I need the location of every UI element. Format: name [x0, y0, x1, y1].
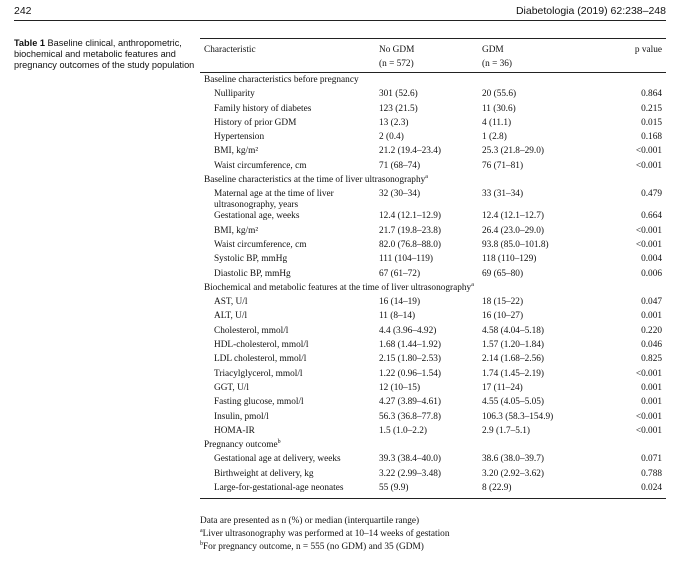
table-row [200, 187, 666, 209]
row-characteristic: BMI, kg/m² [214, 146, 259, 157]
row-no-gdm-value: 32 (30–34) [379, 189, 421, 200]
header-rule [14, 20, 666, 21]
row-no-gdm-value: 11 (8–14) [379, 311, 416, 322]
table-notes [200, 515, 449, 554]
section-title: Baseline characteristics at the time of liver ultrasonography [204, 175, 426, 186]
row-gdm-value: 26.4 (23.0–29.0) [482, 225, 544, 236]
row-characteristic: Nulliparity [214, 89, 255, 100]
table-row [200, 424, 666, 438]
table-row [200, 295, 666, 309]
row-characteristic: Diastolic BP, mmHg [214, 268, 291, 279]
table-row [200, 452, 666, 466]
header-no-gdm-n: (n = 572) [379, 59, 414, 69]
row-characteristic: HOMA-IR [214, 425, 255, 436]
row-characteristic: Birthweight at delivery, kg [214, 468, 314, 479]
row-no-gdm-value: 301 (52.6) [379, 89, 418, 100]
row-gdm-value: 38.6 (38.0–39.7) [482, 454, 544, 465]
row-p-value: 0.664 [641, 211, 662, 222]
journal-reference: Diabetologia (2019) 62:238–248 [515, 5, 666, 17]
table-row [200, 159, 666, 173]
row-gdm-value: 4.55 (4.05–5.05) [482, 397, 544, 408]
row-characteristic: Triacylglycerol, mmol/l [214, 368, 303, 379]
row-no-gdm-value: 1.22 (0.96–1.54) [379, 368, 441, 379]
row-p-value: 0.825 [641, 354, 662, 365]
row-no-gdm-value: 21.7 (19.8–23.8) [379, 225, 441, 236]
row-no-gdm-value: 82.0 (76.8–88.0) [379, 239, 441, 250]
header-characteristic: Characteristic [204, 45, 256, 55]
table-row [200, 87, 666, 101]
row-no-gdm-value: 39.3 (38.4–40.0) [379, 454, 441, 465]
data-table [200, 38, 666, 499]
row-characteristic: Cholesterol, mmol/l [214, 325, 289, 336]
row-gdm-value: 25.3 (21.8–29.0) [482, 146, 544, 157]
row-p-value: 0.788 [641, 468, 662, 479]
row-no-gdm-value: 12 (10–15) [379, 382, 421, 393]
row-no-gdm-value: 55 (9.9) [379, 483, 409, 494]
row-no-gdm-value: 4.27 (3.89–4.61) [379, 397, 441, 408]
row-gdm-value: 2.14 (1.68–2.56) [482, 354, 544, 365]
row-p-value: 0.046 [641, 340, 662, 351]
table-row [200, 224, 666, 238]
row-gdm-value: 4.58 (4.04–5.18) [482, 325, 544, 336]
table-row [200, 102, 666, 116]
section-row [200, 73, 666, 87]
row-no-gdm-value: 21.2 (19.4–23.4) [379, 146, 441, 157]
row-p-value: <0.001 [635, 225, 662, 236]
table-row [200, 324, 666, 338]
row-p-value: 0.864 [641, 89, 662, 100]
row-characteristic: Hypertension [214, 132, 265, 143]
row-characteristic: History of prior GDM [214, 117, 297, 128]
row-gdm-value: 1.57 (1.20–1.84) [482, 340, 544, 351]
table-row [200, 381, 666, 395]
row-characteristic: AST, U/l [214, 297, 248, 308]
row-characteristic: Gestational age at delivery, weeks [214, 454, 341, 465]
table-body [200, 73, 666, 495]
section-title: Baseline characteristics before pregnancy [204, 75, 359, 85]
table-row [200, 367, 666, 381]
table-bottom-rule [200, 498, 666, 499]
row-characteristic: Family history of diabetes [214, 103, 312, 114]
row-gdm-value: 20 (55.6) [482, 89, 517, 100]
row-characteristic: Large-for-gestational-age neonates [214, 483, 344, 494]
row-p-value: 0.215 [641, 103, 662, 114]
row-p-value: 0.220 [641, 325, 662, 336]
row-gdm-value: 69 (65–80) [482, 268, 524, 279]
section-row [200, 173, 666, 187]
table-row [200, 238, 666, 252]
header-no-gdm: No GDM [379, 45, 415, 55]
section-row [200, 438, 666, 452]
table-row [200, 309, 666, 323]
row-gdm-value: 76 (71–81) [482, 160, 524, 171]
row-gdm-value: 1.74 (1.45–2.19) [482, 368, 544, 379]
note-a-mark: a [200, 527, 203, 534]
row-gdm-value: 33 (31–34) [482, 189, 524, 200]
row-characteristic: ALT, U/l [214, 311, 248, 322]
table-row [200, 130, 666, 144]
table-row [200, 252, 666, 266]
header-gdm: GDM [482, 45, 504, 55]
row-no-gdm-value: 1.68 (1.44–1.92) [379, 340, 441, 351]
row-p-value: 0.004 [641, 254, 662, 265]
row-gdm-value: 8 (22.9) [482, 483, 512, 494]
table-row [200, 209, 666, 223]
row-p-value: <0.001 [635, 411, 662, 422]
section-title-wrap [204, 173, 428, 187]
note-a-text: Liver ultrasonography was performed at 10–14 weeks of gestation [202, 529, 450, 539]
row-p-value: <0.001 [635, 239, 662, 250]
row-p-value: 0.071 [641, 454, 662, 465]
row-characteristic: Systolic BP, mmHg [214, 254, 288, 265]
table-row [200, 338, 666, 352]
table-label: Table 1 [14, 38, 45, 48]
row-gdm-value: 4 (11.1) [482, 117, 512, 128]
row-gdm-value: 3.20 (2.92–3.62) [482, 468, 544, 479]
row-gdm-value: 17 (11–24) [482, 382, 523, 393]
row-no-gdm-value: 3.22 (2.99–3.48) [379, 468, 441, 479]
row-p-value: 0.047 [641, 297, 662, 308]
row-characteristic: HDL-cholesterol, mmol/l [214, 340, 309, 351]
row-characteristic: Gestational age, weeks [214, 211, 300, 222]
section-row [200, 281, 666, 295]
row-characteristic: GGT, U/l [214, 382, 249, 393]
row-no-gdm-value: 4.4 (3.96–4.92) [379, 325, 437, 336]
row-no-gdm-value: 2 (0.4) [379, 132, 404, 143]
table-row [200, 144, 666, 158]
row-p-value: 0.479 [641, 189, 662, 200]
row-p-value: 0.006 [641, 268, 662, 279]
row-gdm-value: 16 (10–27) [482, 311, 524, 322]
row-gdm-value: 12.4 (12.1–12.7) [482, 211, 544, 222]
row-gdm-value: 2.9 (1.7–5.1) [482, 425, 531, 436]
row-characteristic: Maternal age at the time of liver ultrasonography, years [214, 189, 334, 210]
row-no-gdm-value: 111 (104–119) [379, 254, 433, 265]
row-characteristic: BMI, kg/m² [214, 225, 259, 236]
row-characteristic: Waist circumference, cm [214, 160, 307, 171]
row-no-gdm-value: 16 (14–19) [379, 297, 421, 308]
section-title: Pregnancy outcome [204, 440, 278, 451]
note-b-text: For pregnancy outcome, n = 555 (no GDM) and 35 (GDM) [203, 542, 424, 552]
row-p-value: <0.001 [635, 160, 662, 171]
row-p-value: 0.001 [641, 311, 662, 322]
page-number: 242 [14, 5, 32, 17]
row-p-value: 0.001 [641, 382, 662, 393]
section-title-wrap [204, 438, 374, 452]
table-header [200, 39, 666, 69]
section-title-wrap [204, 281, 474, 295]
row-no-gdm-value: 71 (68–74) [379, 160, 421, 171]
row-characteristic: Waist circumference, cm [214, 239, 307, 250]
row-characteristic: Fasting glucose, mmol/l [214, 397, 304, 408]
row-gdm-value: 93.8 (85.0–101.8) [482, 239, 549, 250]
table-row [200, 481, 666, 495]
row-gdm-value: 106.3 (58.3–154.9) [482, 411, 554, 422]
row-p-value: <0.001 [635, 146, 662, 157]
row-p-value: <0.001 [635, 425, 662, 436]
row-no-gdm-value: 56.3 (36.8–77.8) [379, 411, 441, 422]
section-footnote-mark: a [471, 281, 474, 288]
note-data-format: Data are presented as n (%) or median (interquartile range) [200, 516, 420, 526]
row-no-gdm-value: 13 (2.3) [379, 117, 409, 128]
header-gdm-n: (n = 36) [482, 59, 513, 69]
table-row [200, 395, 666, 409]
table-caption [14, 38, 199, 72]
section-footnote-mark: b [277, 439, 281, 446]
table-caption-text: Baseline clinical, anthropometric, biochemical and metabolic features and pregnancy outcomes of the study population [14, 38, 195, 71]
table-row [200, 410, 666, 424]
row-p-value: 0.001 [641, 397, 662, 408]
row-gdm-value: 118 (110–129) [482, 254, 537, 265]
table-row [200, 467, 666, 481]
table-row [200, 267, 666, 281]
section-footnote-mark: a [425, 173, 428, 180]
row-characteristic: Insulin, pmol/l [214, 411, 269, 422]
row-no-gdm-value: 123 (21.5) [379, 103, 418, 114]
row-p-value: 0.024 [641, 483, 662, 494]
row-characteristic: LDL cholesterol, mmol/l [214, 354, 307, 365]
row-gdm-value: 18 (15–22) [482, 297, 524, 308]
table-row [200, 116, 666, 130]
note-a [200, 528, 449, 541]
header-p-value: p value [634, 45, 662, 55]
note-b [200, 541, 449, 554]
row-gdm-value: 11 (30.6) [482, 103, 516, 114]
row-p-value: <0.001 [635, 368, 662, 379]
row-p-value: 0.168 [641, 132, 662, 143]
row-no-gdm-value: 12.4 (12.1–12.9) [379, 211, 441, 222]
note-b-mark: b [200, 540, 203, 547]
row-no-gdm-value: 1.5 (1.0–2.2) [379, 425, 428, 436]
row-p-value: 0.015 [641, 117, 662, 128]
row-no-gdm-value: 2.15 (1.80–2.53) [379, 354, 441, 365]
row-no-gdm-value: 67 (61–72) [379, 268, 421, 279]
table-row [200, 352, 666, 366]
row-gdm-value: 1 (2.8) [482, 132, 507, 143]
section-title: Biochemical and metabolic features at the time of liver ultrasonography [204, 282, 472, 293]
